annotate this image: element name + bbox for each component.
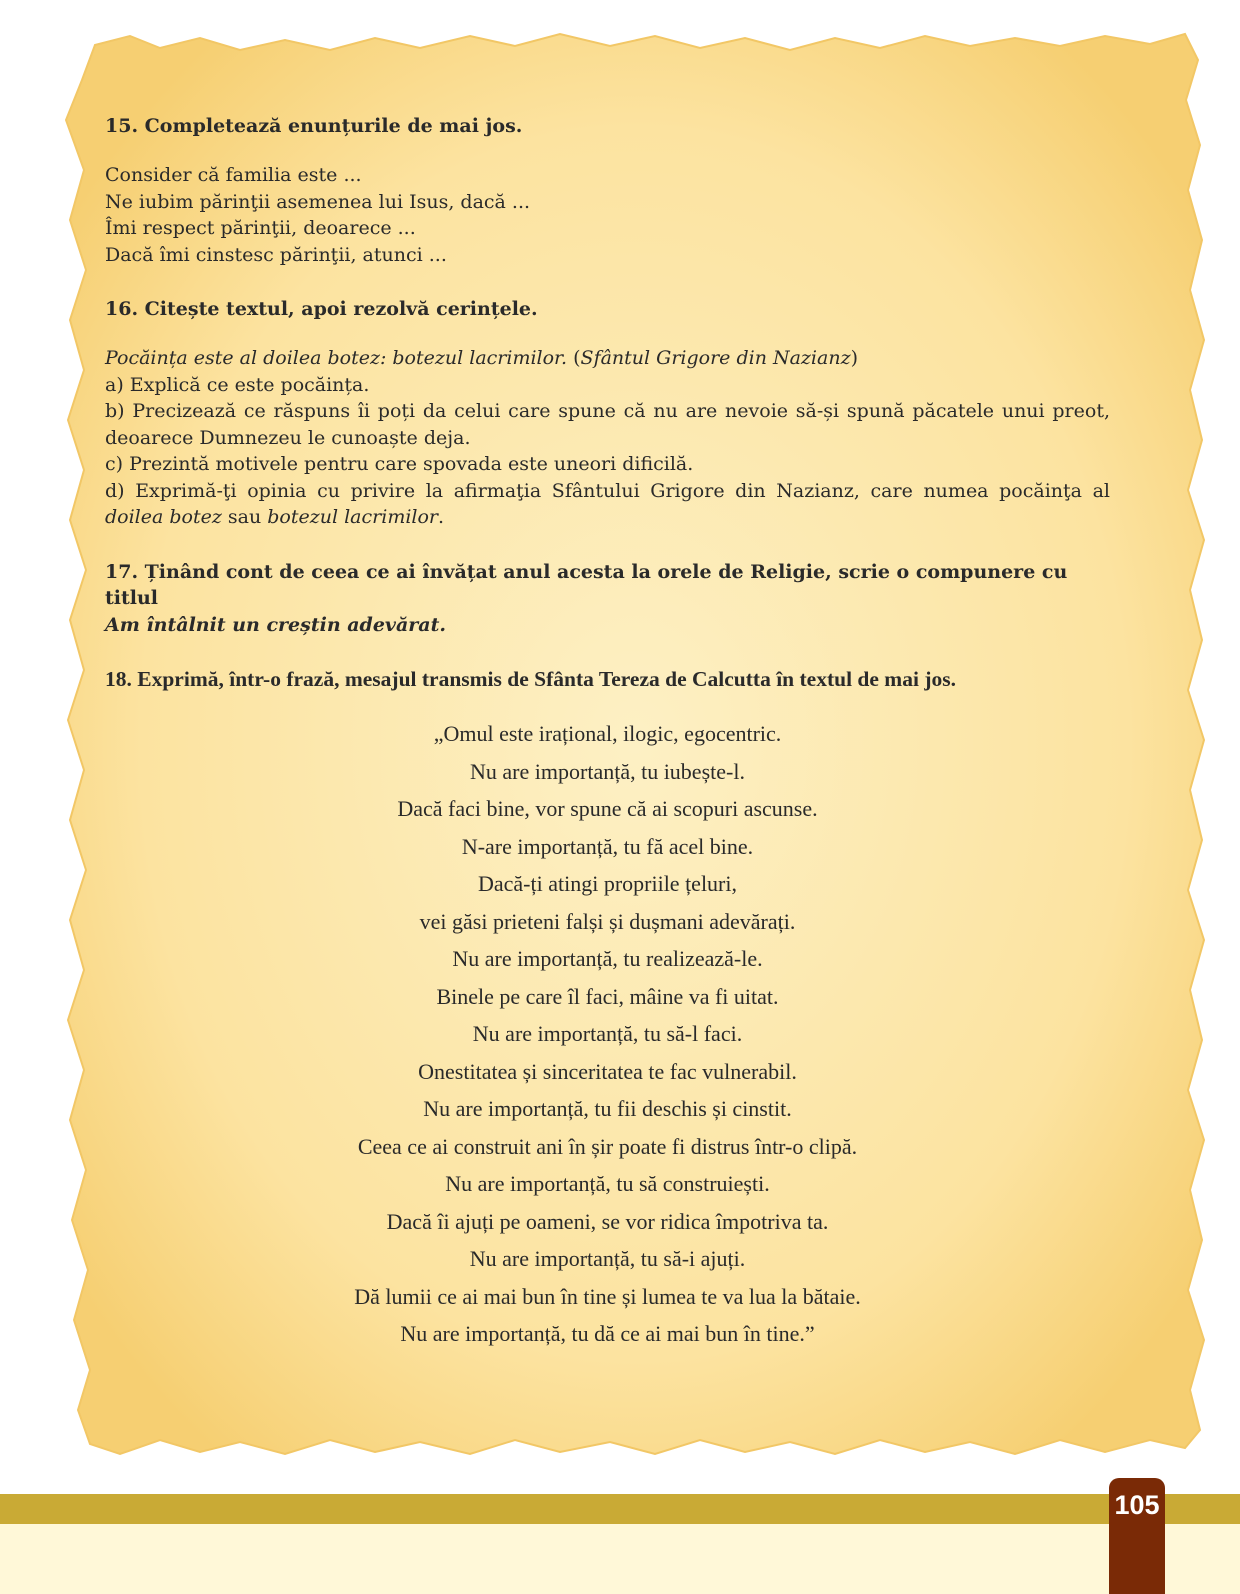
exercise-15-line: Ne iubim părinţii asemenea lui Isus, dacă ... bbox=[105, 190, 531, 213]
poem-line: Onestitatea și sinceritatea te fac vulnerabil. bbox=[418, 1058, 797, 1084]
poem-line: Nu are importanță, tu realizează-le. bbox=[452, 946, 763, 971]
poem-line: Nu are importanță, tu iubește-l. bbox=[470, 758, 745, 784]
exercise-15-line: Dacă îmi cinstesc părinţii, atunci ... bbox=[105, 243, 447, 266]
footer-cream-band bbox=[0, 1524, 1240, 1594]
page-number-tab bbox=[1109, 1478, 1165, 1594]
poem-line: Nu are importanță, tu dă ce ai mai bun în tine.” bbox=[400, 1321, 815, 1346]
exercise-16-title: 16. Citește textul, apoi rezolvă cerințele. bbox=[105, 298, 538, 320]
exercise-content bbox=[105, 113, 1110, 692]
poem bbox=[105, 715, 1110, 1353]
exercise-15-lines bbox=[105, 162, 1110, 268]
page-number: 105 bbox=[1114, 1490, 1160, 1520]
exercise-17-title: Am întâlnit un creștin adevărat. bbox=[105, 613, 446, 636]
exercise-16-item-b: b) Precizează ce răspuns îi poți da celui care spune că nu are nevoie să-și spună păcatele unui preot, deoarece Dumnezeu le cunoaște deja. bbox=[105, 400, 1110, 449]
exercise-17-text: 17. Ținând cont de ceea ce ai învățat anul acesta la orele de Religie, scrie o compunere cu titlul bbox=[105, 560, 1068, 609]
poem-line: Dacă faci bine, vor spune că ai scopuri ascunse. bbox=[397, 796, 818, 821]
poem-line: Nu are importanță, tu să-i ajuți. bbox=[469, 1246, 746, 1271]
exercise-15-title: 15. Completează enunțurile de mai jos. bbox=[105, 115, 523, 137]
quote-paren-close: ) bbox=[850, 347, 859, 369]
poem-line: Dacă îi ajuți pe oameni, se vor ridica împotriva ta. bbox=[386, 1208, 829, 1234]
exercise-16 bbox=[105, 296, 1110, 531]
exercise-16-item-d bbox=[105, 478, 1110, 531]
item-d-emphasis-2: botezul lacrimilor bbox=[267, 506, 439, 528]
exercise-17 bbox=[105, 559, 1110, 639]
poem-line: Nu are importanță, tu fii deschis și cinstit. bbox=[423, 1096, 792, 1121]
item-d-emphasis-1: doilea botez bbox=[105, 506, 222, 528]
item-d-text: d) Exprimă-ţi opinia cu privire la afirmaţia Sfântului Grigore din Nazianz, care numea pocăinţa al bbox=[105, 479, 1110, 502]
exercise-18 bbox=[105, 666, 1110, 692]
exercise-16-body bbox=[105, 345, 1110, 531]
poem-line: Nu are importanță, tu să construiești. bbox=[445, 1171, 770, 1196]
exercise-16-item-a: a) Explică ce este pocăința. bbox=[105, 373, 370, 396]
item-d-period: . bbox=[438, 506, 445, 528]
exercise-15 bbox=[105, 113, 1110, 268]
exercise-18-title: 18. Exprimă, într-o frază, mesajul transmis de Sfânta Tereza de Calcutta în textul de mai jos. bbox=[105, 667, 956, 691]
exercise-16-item-c: c) Prezintă motivele pentru care spovada este uneori dificilă. bbox=[105, 453, 694, 475]
poem-line: Ceea ce ai construit ani în șir poate fi distrus într-o clipă. bbox=[357, 1133, 858, 1159]
exercise-15-line: Îmi respect părinţii, deoarece ... bbox=[105, 217, 416, 239]
poem-line: Nu are importanță, tu să-l faci. bbox=[472, 1021, 743, 1046]
exercise-15-line: Consider că familia este ... bbox=[105, 164, 362, 186]
poem-line: N-are importanță, tu fă acel bine. bbox=[461, 833, 754, 859]
exercise-16-quote: Pocăința este al doilea botez: botezul lacrimilor. bbox=[105, 347, 568, 369]
exercise-16-quote-line bbox=[105, 345, 1110, 372]
poem-line: Dacă-ți atingi propriile țeluri, bbox=[477, 871, 737, 896]
quote-paren-open: ( bbox=[567, 347, 581, 369]
poem-line: Dă lumii ce ai mai bun în tine și lumea te va lua la bătaie. bbox=[354, 1283, 861, 1309]
exercise-16-quote-source: Sfântul Grigore din Nazianz bbox=[580, 347, 851, 369]
footer-band bbox=[0, 1494, 1240, 1524]
poem-line: Binele pe care îl faci, mâine va fi uitat. bbox=[436, 983, 779, 1009]
item-d-conjunction: sau bbox=[221, 506, 268, 528]
poem-line: „Omul este irațional, ilogic, egocentric. bbox=[433, 721, 782, 746]
poem-line: vei găsi prieteni falși și dușmani adevărați. bbox=[419, 908, 796, 934]
